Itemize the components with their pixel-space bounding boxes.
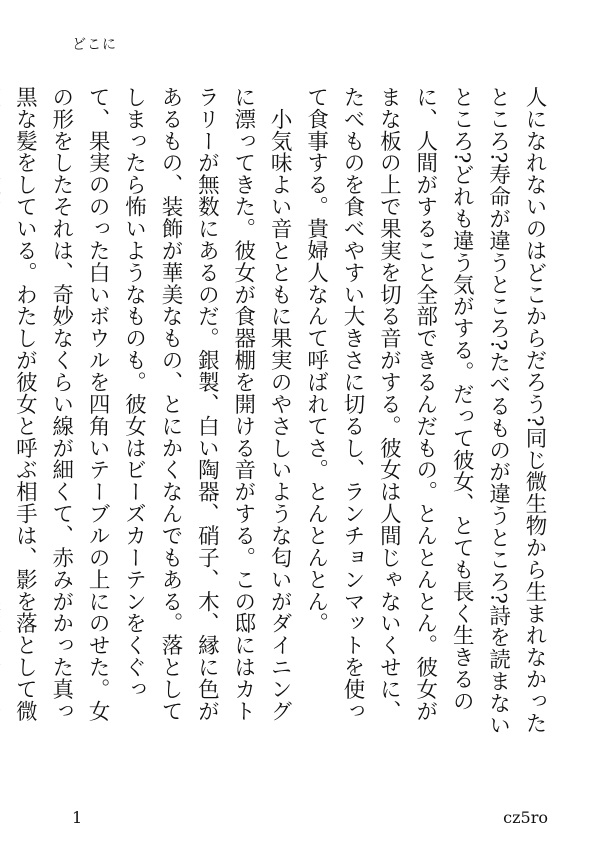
paragraph-1: 人になれないのはどこからだろう?同じ微生物から生まれなかったところ?寿命が違うところ?たべるものが違うところ?詩を読まないところ?どれも違う気がする。だって彼女、とても長く生きるのに、人間がすること全部できるんだもの。とんとんとん。彼女がまな板の上で果実を切る音がする。彼女は人間じゃないくせに、たべものを食べやすい大きさに切るし、ランチョンマットを使って食事する。貴婦人なんて呼ばれてさ。とんとんとん。 <box>303 86 547 736</box>
author-name: cz5ro <box>503 808 548 827</box>
page-number: 1 <box>72 808 83 827</box>
page-header-title: どこに <box>72 37 117 53</box>
body-text <box>12 86 552 736</box>
paragraph-2: 小気味よい音とともに果実のやさしいような匂いがダイニングに漂ってきた。彼女が食器棚を開ける音がする。この邸にはカトラリーが無数にあるのだ。銀製、白い陶器、硝子、木、縁に色があるもの、装飾が華美なもの、とにかくなんでもある。落としてしまったら怖いようなものも。彼女はビーズカーテンをくぐって、果実ののった白いボウルを四角いテーブルの上にのせた。女の形をしたそれは、奇妙なくらい線が細くて、赤みがかった真っ黒な髪をしている。わたしが彼女と呼ぶ相手は、影を落として微 <box>12 86 293 722</box>
